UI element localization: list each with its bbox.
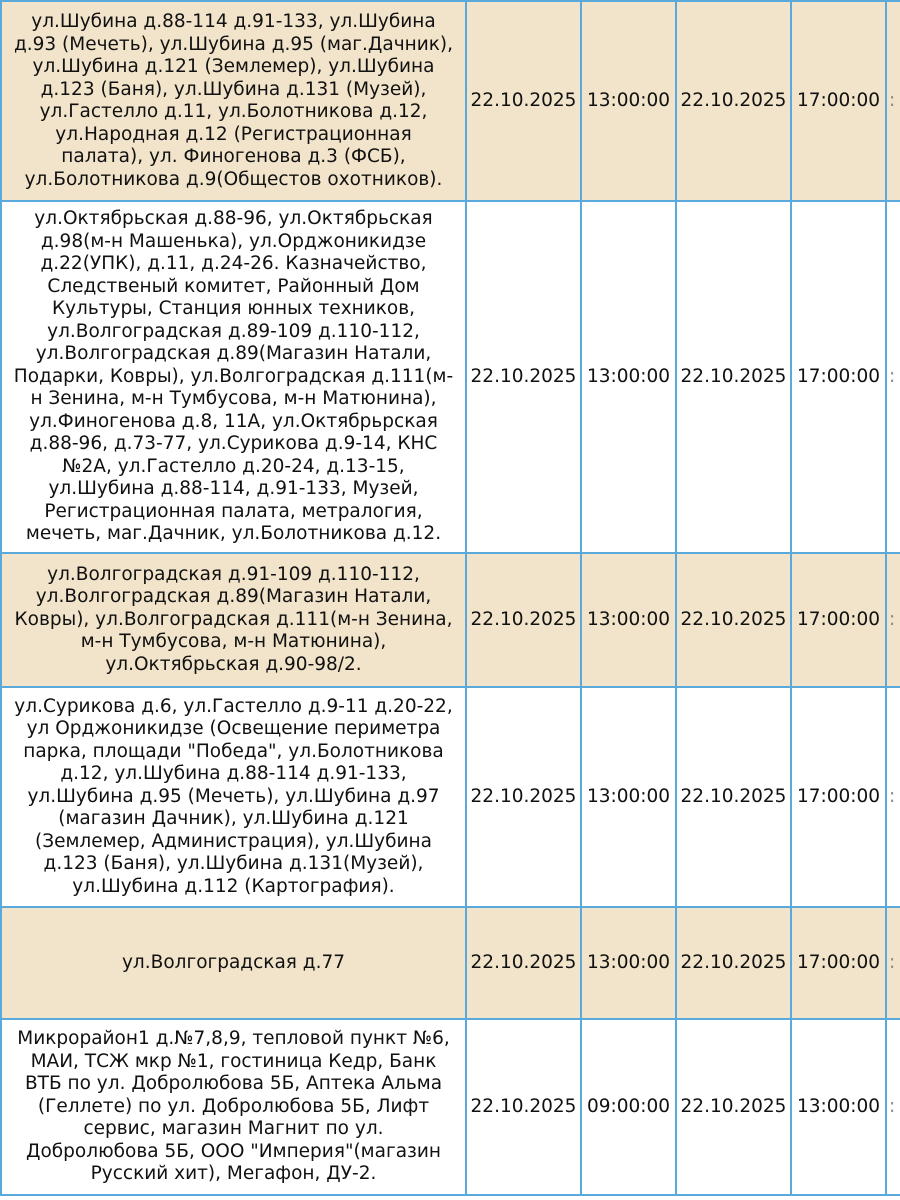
end-time-cell: 17:00:00 [791,687,886,907]
start-time-cell: 13:00:00 [581,907,676,1019]
table-row [1,687,900,907]
end-date-cell: 22.10.2025 [676,687,791,907]
table-row [1,907,900,1019]
clipped-column-cell: : [886,201,900,553]
end-time-cell: 17:00:00 [791,1,886,201]
table-row [1,553,900,687]
start-date-cell: 22.10.2025 [466,553,581,687]
address-cell: ул.Октябрьская д.88-96, ул.Октябрьская д.98(м-н Машенька), ул.Орджоникидзе д.22(УПК), д.11, д.24-26. Казначейство, Следственый комитет, Районный Дом Культуры, Станция юнных техников, ул.Волгоградская д.89-109 д.110-112, ул.Волгоградская д.89(Магазин Натали, Подарки, Ковры), ул.Волгоградская д.111(м- н Зенина, м-н Тумбусова, м-н Матюнина), ул.Финогенова д.8, 11А, ул.Октябрьрская д.88-96, д.73-77, ул.Сурикова д.9-14, КНС №2А, ул.Гастелло д.20-24, д.13-15, ул.Шубина д.88-114, д.91-133, Музей, Регистрационная палата, метралогия, мечеть, маг.Дачник, ул.Болотникова д.12. [1,201,466,553]
start-date-cell: 22.10.2025 [466,907,581,1019]
clipped-column-cell: : [886,687,900,907]
clipped-column-cell: : [886,907,900,1019]
end-date-cell: 22.10.2025 [676,1019,791,1195]
start-time-cell: 13:00:00 [581,687,676,907]
clipped-column-cell: : [886,553,900,687]
start-date-cell: 22.10.2025 [466,1019,581,1195]
start-time-cell: 09:00:00 [581,1019,676,1195]
start-time-cell: 13:00:00 [581,1,676,201]
clipped-column-cell: : [886,1,900,201]
end-date-cell: 22.10.2025 [676,553,791,687]
address-cell: ул.Волгоградская д.77 [1,907,466,1019]
table-row [1,201,900,553]
start-date-cell: 22.10.2025 [466,1,581,201]
start-date-cell: 22.10.2025 [466,201,581,553]
end-time-cell: 13:00:00 [791,1019,886,1195]
end-time-cell: 17:00:00 [791,907,886,1019]
end-date-cell: 22.10.2025 [676,907,791,1019]
start-time-cell: 13:00:00 [581,201,676,553]
start-date-cell: 22.10.2025 [466,687,581,907]
end-date-cell: 22.10.2025 [676,201,791,553]
table-row [1,1019,900,1195]
end-time-cell: 17:00:00 [791,553,886,687]
start-time-cell: 13:00:00 [581,553,676,687]
address-cell: Микрорайон1 д.№7,8,9, тепловой пункт №6, МАИ, ТСЖ мкр №1, гостиница Кедр, Банк ВТБ по ул. Добролюбова 5Б, Аптека Альма (Геллете) по ул. Добролюбова 5Б, Лифт сервис, магазин Магнит по ул. Добролюбова 5Б, ООО "Империя"(магазин Русский хит), Мегафон, ДУ-2. [1,1019,466,1195]
clipped-column-cell: : [886,1019,900,1195]
table-row [1,1,900,201]
address-cell: ул.Сурикова д.6, ул.Гастелло д.9-11 д.20-22, ул Орджоникидзе (Освещение периметра парка, площади "Победа", ул.Болотникова д.12, ул.Шубина д.88-114 д.91-133, ул.Шубина д.95 (Мечеть), ул.Шубина д.97 (магазин Дачник), ул.Шубина д.121 (Землемер, Администрация), ул.Шубина д.123 (Баня), ул.Шубина д.131(Музей), ул.Шубина д.112 (Картография). [1,687,466,907]
address-cell: ул.Шубина д.88-114 д.91-133, ул.Шубина д.93 (Мечеть), ул.Шубина д.95 (маг.Дачник), ул.Шубина д.121 (Землемер), ул.Шубина д.123 (Баня), ул.Шубина д.131 (Музей), ул.Гастелло д.11, ул.Болотникова д.12, ул.Народная д.12 (Регистрационная палата), ул. Финогенова д.3 (ФСБ), ул.Болотникова д.9(Общестов охотников). [1,1,466,201]
end-time-cell: 17:00:00 [791,201,886,553]
address-cell: ул.Волгоградская д.91-109 д.110-112, ул.Волгоградская д.89(Магазин Натали, Ковры), ул.Волгоградская д.111(м-н Зенина, м-н Тумбусова, м-н Матюнина), ул.Октябрьская д.90-98/2. [1,553,466,687]
end-date-cell: 22.10.2025 [676,1,791,201]
